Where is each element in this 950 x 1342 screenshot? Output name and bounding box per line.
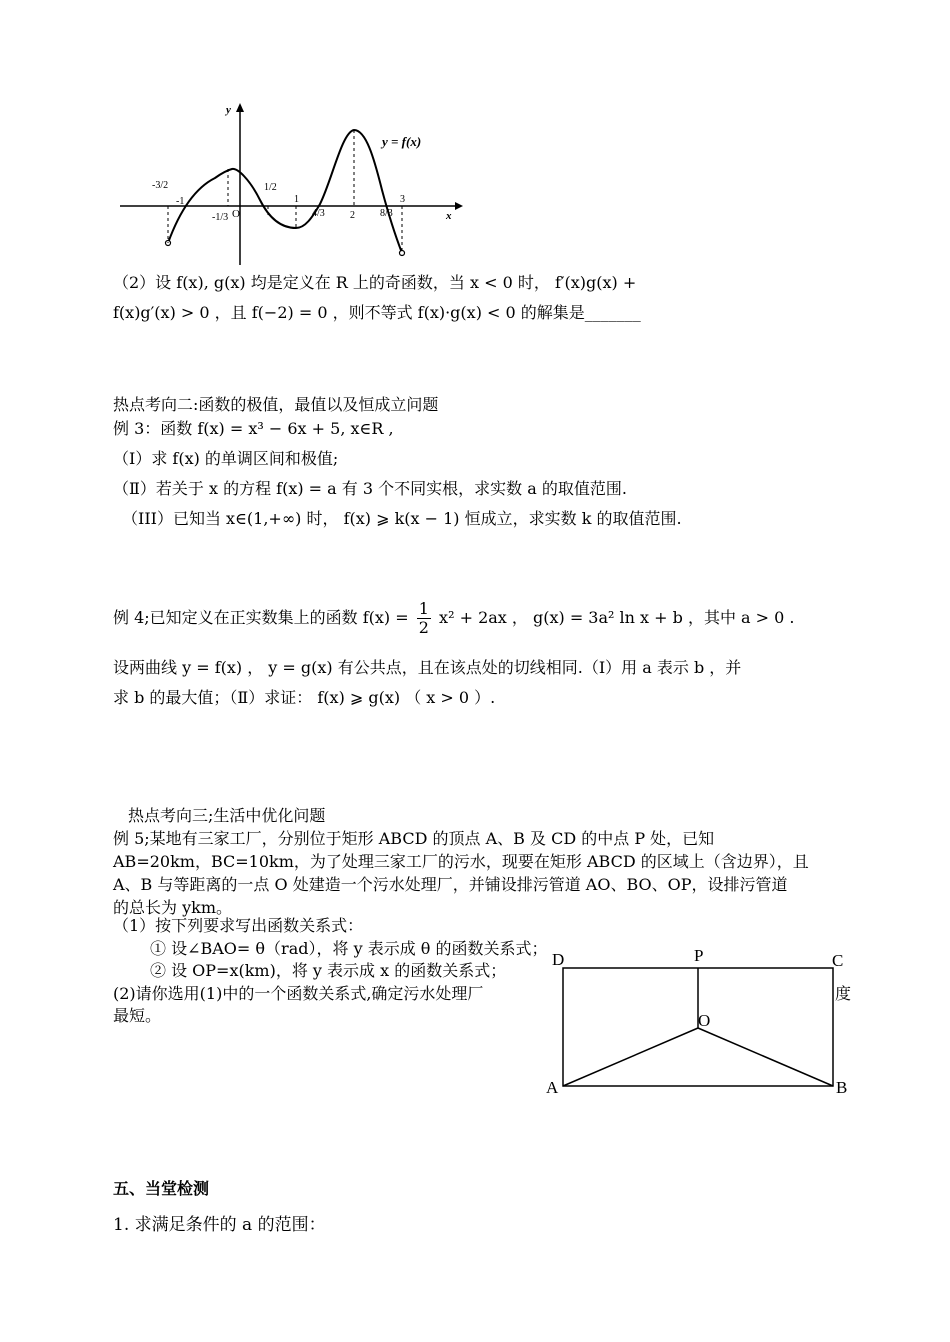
ex4-frac-den: 2 xyxy=(418,618,429,637)
ex5-line7: ② 设 OP=x(km)，将 y 表示成 x 的函数关系式； xyxy=(150,961,507,980)
label-d: D xyxy=(552,950,565,969)
ex4-line1-pre: 例 4;已知定义在正实数集上的函数 f(x) = xyxy=(113,608,409,627)
tick-3: 3 xyxy=(400,194,405,205)
tick-neg1-3: -1/3 xyxy=(212,212,229,223)
ex5-line5: （1）按下列要求写出函数关系式： xyxy=(113,916,364,935)
graph-func-label: y = f(x) xyxy=(382,134,422,149)
ex5-line1: 例 5;某地有三家工厂，分别位于矩形 ABCD 的顶点 A、B 及 CD 的中点 P 处，已知 xyxy=(113,829,715,848)
rectangle-diagram xyxy=(540,955,850,1100)
hot2-heading: 热点考向二:函数的极值，最值以及恒成立问题 xyxy=(113,395,439,414)
graph-x-label: x xyxy=(446,210,452,222)
label-b: B xyxy=(836,1078,848,1097)
tick-1-2: 1/2 xyxy=(264,182,277,193)
ex3-statement: 例 3：函数 f(x) = x³ − 6x + 5, x∈R , xyxy=(113,419,394,438)
q2-line2: f(x)g′(x) > 0 ，且 f(−2) = 0 ，则不等式 f(x)·g(x) < 0 的解集是_______ xyxy=(113,303,641,322)
q2-line1: （2）设 f(x), g(x) 均是定义在 R 上的奇函数，当 x < 0 时， f′(x)g(x) + xyxy=(113,273,637,292)
label-c: C xyxy=(832,951,844,970)
tick-8-3: 8/3 xyxy=(380,208,393,219)
ex5-line2: AB=20km，BC=10km，为了处理三家工厂的污水，现要在矩形 ABCD 的区域上（含边界），且 xyxy=(113,852,809,871)
section5-heading: 五、当堂检测 xyxy=(113,1179,210,1198)
ex5-line8: (2)请你选用(1)中的一个函数关系式,确定污水处理厂 xyxy=(113,984,484,1003)
y-axis-arrow-icon xyxy=(236,103,244,112)
ex5-line3: A、B 与等距离的一点 O 处建造一个污水处理厂，并铺设排污管道 AO、BO、OP，设排污管道 xyxy=(113,875,788,894)
function-curve xyxy=(168,130,402,253)
ex4-frac-num: 1 xyxy=(418,599,429,618)
ex4-line2: 设两曲线 y = f(x) ， y = g(x) 有公共点，且在该点处的切线相同.（Ⅰ）用 a 表示 b ，并 xyxy=(113,658,742,677)
ex3-part2: （Ⅱ）若关于 x 的方程 f(x) = a 有 3 个不同实根，求实数 a 的取值范围. xyxy=(113,479,627,498)
ex4-line1-post: x² + 2ax ， g(x) = 3a² ln x + b ，其中 a > 0 . xyxy=(439,608,795,627)
label-o: O xyxy=(698,1011,711,1030)
label-p: P xyxy=(694,946,704,965)
ex4-line3: 求 b 的最大值；（Ⅱ）求证： f(x) ⩾ g(x) （ x > 0 ）. xyxy=(113,688,496,707)
label-a: A xyxy=(546,1078,559,1097)
ex4-fraction xyxy=(417,600,431,637)
x-axis-arrow-icon xyxy=(455,202,463,210)
graph-origin: O xyxy=(232,208,240,220)
tick-neg3-2: -3/2 xyxy=(152,180,169,191)
tick-1: 1 xyxy=(294,194,299,205)
section5-q1: 1. 求满足条件的 a 的范围： xyxy=(113,1215,326,1235)
ex5-line8-tail: 度 xyxy=(835,984,852,1003)
ex5-line4: 的总长为 ykm。 xyxy=(113,898,232,917)
ex3-part3: （III）已知当 x∈(1,+∞) 时， f(x) ⩾ k(x − 1) 恒成立，求实数 k 的取值范围. xyxy=(122,509,682,528)
ex4-line1 xyxy=(113,600,795,637)
ex3-part1: （Ⅰ）求 f(x) 的单调区间和极值; xyxy=(113,449,339,468)
tick-4-3: 4/3 xyxy=(312,208,325,219)
ex5-line9: 最短。 xyxy=(113,1006,162,1025)
ex5-line6: ① 设∠BAO= θ（rad），将 y 表示成 θ 的函数关系式； xyxy=(150,939,548,958)
hot3-heading: 热点考向三;生活中优化问题 xyxy=(128,806,326,825)
tick-2: 2 xyxy=(350,210,355,221)
tick-neg1: -1 xyxy=(176,196,185,207)
graph-y-label: y xyxy=(226,104,231,116)
